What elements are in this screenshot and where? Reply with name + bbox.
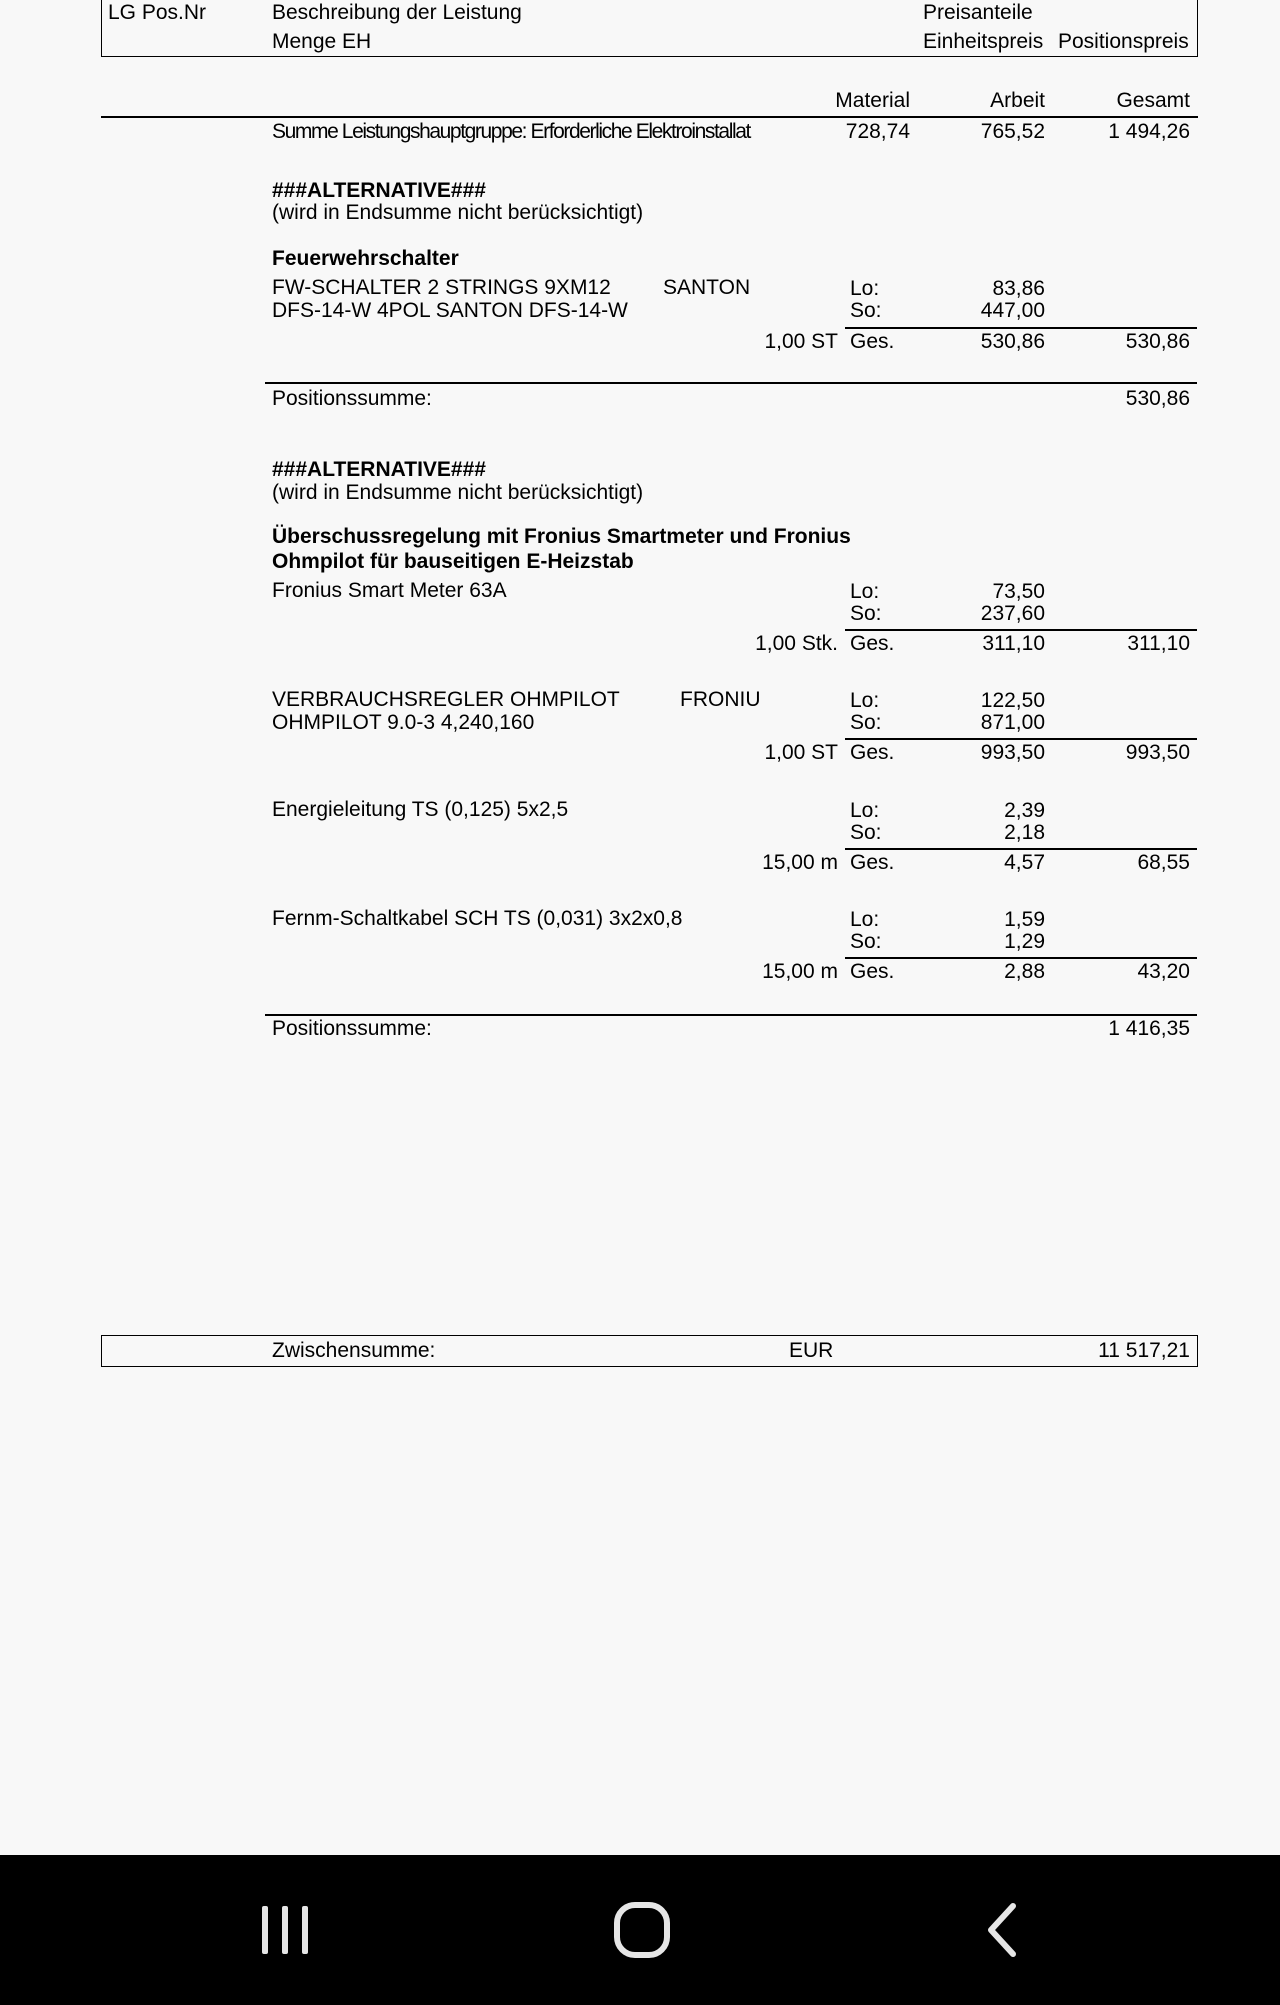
summary-divider [101, 116, 1198, 118]
item-description-line2: DFS-14-W 4POL SANTON DFS-14-W [272, 299, 628, 322]
item-total: 530,86 [1125, 330, 1190, 353]
item-quantity: 15,00 m [762, 851, 838, 874]
header-lg-pos: LG Pos.Nr [108, 1, 207, 24]
item-divider [845, 848, 1197, 850]
so-label: So: [850, 821, 882, 844]
item-quantity: 1,00 Stk. [755, 632, 838, 655]
back-button[interactable] [943, 1855, 1063, 2005]
item-divider [845, 327, 1197, 329]
ges-label: Ges. [850, 741, 895, 764]
summary-gesamt: 1 494,26 [1108, 120, 1190, 143]
ges-value: 530,86 [980, 330, 1045, 353]
so-value: 447,00 [980, 299, 1045, 322]
item-quantity: 1,00 ST [764, 330, 838, 353]
summary-label: Summe Leistungshauptgruppe: Erforderliche Elektroinstallat [272, 120, 750, 143]
home-icon [611, 1899, 673, 1961]
position-sum-value: 1 416,35 [1108, 1017, 1190, 1040]
subtotal-box [101, 1335, 1198, 1367]
lo-label: Lo: [850, 908, 880, 931]
item-description: Fernm-Schaltkabel SCH TS (0,031) 3x2x0,8 [272, 907, 683, 930]
system-nav-bar [0, 1855, 1280, 2005]
item-description: Energieleitung TS (0,125) 5x2,5 [272, 798, 569, 821]
item-brand: SANTON [663, 276, 751, 299]
so-label: So: [850, 930, 882, 953]
ges-value: 993,50 [980, 741, 1045, 764]
alt-note: (wird in Endsumme nicht berücksichtigt) [272, 481, 644, 504]
position-title: Feuerwehrschalter [272, 247, 459, 270]
position-sum-label: Positionssumme: [272, 1017, 432, 1040]
lo-value: 83,86 [992, 277, 1045, 300]
item-total: 43,20 [1137, 960, 1190, 983]
subtotal-label: Zwischensumme: [272, 1339, 436, 1362]
ges-label: Ges. [850, 851, 895, 874]
position-sum-divider [265, 1014, 1197, 1016]
so-label: So: [850, 711, 882, 734]
ges-label: Ges. [850, 330, 895, 353]
item-divider [845, 738, 1197, 740]
ges-label: Ges. [850, 632, 895, 655]
position-sum-divider [265, 382, 1197, 384]
position-sum-value: 530,86 [1125, 387, 1190, 410]
summary-material: 728,74 [845, 120, 910, 143]
item-divider [845, 629, 1197, 631]
lo-label: Lo: [850, 799, 880, 822]
position-title-line2: Ohmpilot für bauseitigen E-Heizstab [272, 550, 634, 573]
lo-value: 122,50 [980, 689, 1045, 712]
subtotal-currency: EUR [789, 1339, 834, 1362]
item-divider [845, 957, 1197, 959]
recent-apps-icon [255, 1900, 315, 1960]
item-description: Fronius Smart Meter 63A [272, 579, 507, 602]
so-label: So: [850, 602, 882, 625]
home-button[interactable] [582, 1855, 702, 2005]
item-description: FW-SCHALTER 2 STRINGS 9XM12 [272, 276, 611, 299]
lo-label: Lo: [850, 689, 880, 712]
header-einheitspreis: Einheitspreis [923, 30, 1044, 53]
lo-value: 2,39 [1004, 799, 1045, 822]
so-label: So: [850, 299, 882, 322]
col-gesamt: Gesamt [1116, 89, 1190, 112]
header-preisanteile: Preisanteile [923, 1, 1033, 24]
lo-value: 73,50 [992, 580, 1045, 603]
item-total: 311,10 [1127, 632, 1190, 655]
back-icon [973, 1900, 1033, 1960]
so-value: 237,60 [980, 602, 1045, 625]
subtotal-value: 11 517,21 [1098, 1339, 1190, 1362]
position-title: Überschussregelung mit Fronius Smartmeter und Fronius [272, 525, 851, 548]
ges-value: 311,10 [982, 632, 1045, 655]
ges-value: 2,88 [1004, 960, 1045, 983]
alt-title: ###ALTERNATIVE### [272, 458, 486, 481]
summary-arbeit: 765,52 [980, 120, 1045, 143]
item-quantity: 15,00 m [762, 960, 838, 983]
so-value: 2,18 [1004, 821, 1045, 844]
ges-value: 4,57 [1004, 851, 1045, 874]
item-description: VERBRAUCHSREGLER OHMPILOT [272, 688, 620, 711]
col-arbeit: Arbeit [990, 89, 1045, 112]
item-description-line2: OHMPILOT 9.0-3 4,240,160 [272, 711, 535, 734]
lo-label: Lo: [850, 277, 880, 300]
so-value: 1,29 [1004, 930, 1045, 953]
lo-value: 1,59 [1004, 908, 1045, 931]
lo-label: Lo: [850, 580, 880, 603]
header-beschreibung: Beschreibung der Leistung [272, 1, 522, 24]
col-material: Material [835, 89, 910, 112]
ges-label: Ges. [850, 960, 895, 983]
so-value: 871,00 [980, 711, 1045, 734]
item-total: 68,55 [1137, 851, 1190, 874]
position-sum-label: Positionssumme: [272, 387, 432, 410]
alt-title: ###ALTERNATIVE### [272, 179, 486, 202]
header-positionspreis: Positionspreis [1058, 30, 1189, 53]
recent-apps-button[interactable] [225, 1855, 345, 2005]
item-brand: FRONIU [680, 688, 761, 711]
item-total: 993,50 [1125, 741, 1190, 764]
alt-note: (wird in Endsumme nicht berücksichtigt) [272, 201, 644, 224]
item-quantity: 1,00 ST [764, 741, 838, 764]
header-menge-eh: Menge EH [272, 30, 372, 53]
